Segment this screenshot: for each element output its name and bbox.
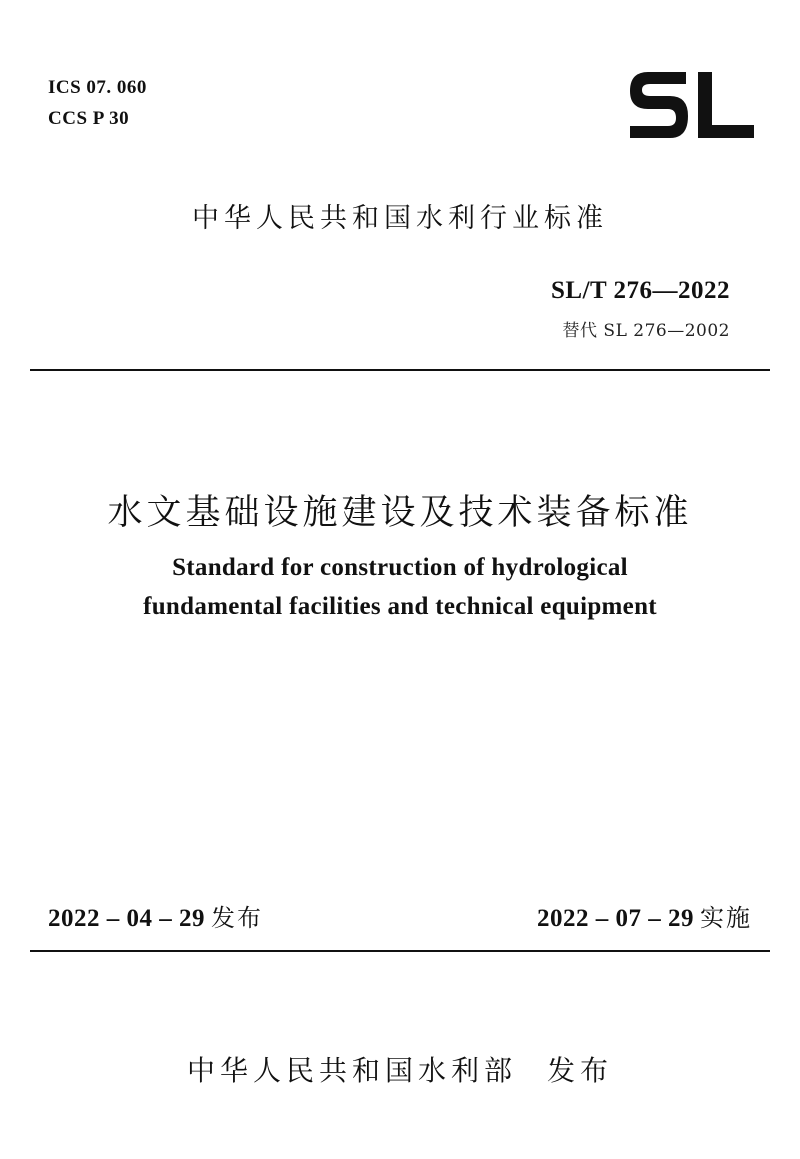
replaces-standard: 替代 SL 276—2002	[562, 321, 730, 341]
ics-code: ICS 07. 060	[48, 77, 147, 98]
divider-bottom	[30, 950, 770, 952]
effective-label: 实施	[700, 904, 752, 932]
sl-logo	[626, 62, 756, 148]
ministry-title: 中华人民共和国水利行业标准	[192, 203, 608, 234]
title-english-line-2: fundamental facilities and technical equipment	[143, 593, 657, 620]
title-chinese: 水文基础设施建设及技术装备标准	[107, 493, 693, 533]
issued-date-block	[48, 898, 263, 933]
sl-logo-s	[630, 72, 688, 138]
effective-date: 2022 – 07 – 29	[537, 905, 694, 932]
publisher-name: 中华人民共和国水利部	[186, 1054, 517, 1087]
publisher-action: 发布	[547, 1054, 614, 1087]
issued-label: 发布	[211, 904, 263, 932]
title-english-line-1: Standard for construction of hydrological	[172, 554, 628, 581]
title-english	[0, 548, 800, 626]
ccs-code: CCS P 30	[48, 108, 130, 129]
divider-top	[30, 369, 770, 371]
effective-date-block	[537, 898, 752, 933]
standard-number: SL/T 276—2022	[551, 277, 730, 304]
issued-date: 2022 – 04 – 29	[48, 905, 205, 932]
publisher	[0, 1049, 800, 1089]
sl-logo-l	[698, 72, 754, 138]
classification-codes	[48, 72, 147, 134]
